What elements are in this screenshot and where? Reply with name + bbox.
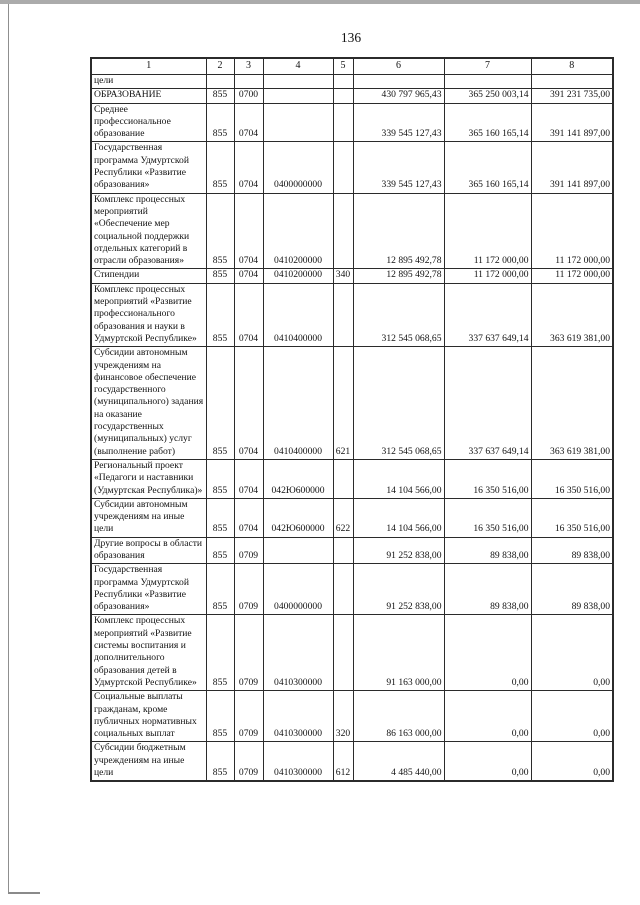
row-value-cell	[353, 75, 444, 89]
scan-edge-bottom	[8, 892, 40, 894]
table-row	[91, 75, 613, 89]
row-label-cell: Комплекс процессных мероприятий «Развитие профессионального образования и науки в Удмуртской Республике»	[91, 283, 206, 346]
row-value-cell: 0704	[234, 459, 263, 498]
row-value-cell: 855	[206, 498, 234, 537]
row-value-cell: 16 350 516,00	[444, 459, 531, 498]
row-label-cell: Социальные выплаты гражданам, кроме публичных нормативных социальных выплат	[91, 691, 206, 742]
row-value-cell: 363 619 381,00	[531, 347, 613, 460]
row-value-cell: 0410200000	[263, 269, 333, 283]
row-value-cell: 91 252 838,00	[353, 564, 444, 615]
row-value-cell: 0,00	[444, 615, 531, 691]
row-value-cell	[206, 75, 234, 89]
row-value-cell	[333, 537, 353, 564]
row-value-cell: 12 895 492,78	[353, 193, 444, 269]
row-label-cell: Стипендии	[91, 269, 206, 283]
row-value-cell: 0410400000	[263, 347, 333, 460]
budget-table	[90, 57, 614, 782]
table-row	[91, 498, 613, 537]
row-value-cell: 0400000000	[263, 142, 333, 193]
table-row	[91, 564, 613, 615]
row-value-cell	[333, 89, 353, 103]
row-value-cell: 337 637 649,14	[444, 283, 531, 346]
row-value-cell: 855	[206, 347, 234, 460]
row-value-cell: 320	[333, 691, 353, 742]
row-value-cell: 0709	[234, 564, 263, 615]
row-value-cell: 91 252 838,00	[353, 537, 444, 564]
row-label-cell: Субсидии автономным учреждениям на финансовое обеспечение государственного (муниципального) задания на оказание государственных (муниципальных) услуг (выполнение работ)	[91, 347, 206, 460]
table-row	[91, 283, 613, 346]
row-value-cell	[333, 283, 353, 346]
row-value-cell	[263, 537, 333, 564]
row-value-cell: 855	[206, 459, 234, 498]
row-value-cell: 622	[333, 498, 353, 537]
row-value-cell: 4 485 440,00	[353, 742, 444, 781]
row-value-cell: 621	[333, 347, 353, 460]
row-label-cell: Субсидии автономным учреждениям на иные цели	[91, 498, 206, 537]
row-label-cell: Другие вопросы в области образования	[91, 537, 206, 564]
row-value-cell: 89 838,00	[444, 537, 531, 564]
table-row	[91, 269, 613, 283]
row-value-cell: 91 163 000,00	[353, 615, 444, 691]
row-value-cell: 0709	[234, 615, 263, 691]
column-header: 7	[444, 58, 531, 75]
table-row	[91, 103, 613, 142]
row-value-cell: 855	[206, 537, 234, 564]
table-row	[91, 615, 613, 691]
row-value-cell: 16 350 516,00	[531, 498, 613, 537]
row-value-cell: 337 637 649,14	[444, 347, 531, 460]
column-header: 3	[234, 58, 263, 75]
scan-edge-left	[8, 4, 9, 893]
table-row	[91, 742, 613, 781]
row-value-cell: 391 231 735,00	[531, 89, 613, 103]
row-value-cell: 855	[206, 615, 234, 691]
row-value-cell: 855	[206, 269, 234, 283]
row-value-cell: 339 545 127,43	[353, 103, 444, 142]
column-header: 8	[531, 58, 613, 75]
row-value-cell	[444, 75, 531, 89]
row-label-cell: Среднее профессиональное образование	[91, 103, 206, 142]
row-value-cell: 16 350 516,00	[444, 498, 531, 537]
row-value-cell: 0,00	[444, 691, 531, 742]
row-value-cell: 855	[206, 89, 234, 103]
table-header-row	[91, 58, 613, 75]
row-value-cell: 042Ю600000	[263, 459, 333, 498]
row-value-cell: 11 172 000,00	[444, 269, 531, 283]
row-value-cell: 0709	[234, 742, 263, 781]
row-value-cell: 855	[206, 103, 234, 142]
row-value-cell	[333, 75, 353, 89]
row-value-cell	[531, 75, 613, 89]
column-header: 2	[206, 58, 234, 75]
row-value-cell: 855	[206, 283, 234, 346]
table-row	[91, 193, 613, 269]
row-value-cell: 0400000000	[263, 564, 333, 615]
row-value-cell: 0410300000	[263, 742, 333, 781]
row-value-cell: 0704	[234, 498, 263, 537]
row-value-cell: 855	[206, 193, 234, 269]
row-label-cell: Комплекс процессных мероприятий «Обеспечение мер социальной поддержки отдельных категорий в отрасли образования»	[91, 193, 206, 269]
row-value-cell	[333, 193, 353, 269]
row-value-cell: 855	[206, 564, 234, 615]
row-value-cell	[234, 75, 263, 89]
row-label-cell: Региональный проект «Педагоги и наставники (Удмуртская Республика)»	[91, 459, 206, 498]
row-value-cell: 16 350 516,00	[531, 459, 613, 498]
row-value-cell: 86 163 000,00	[353, 691, 444, 742]
row-value-cell: 11 172 000,00	[531, 269, 613, 283]
table-row	[91, 537, 613, 564]
row-value-cell: 0709	[234, 537, 263, 564]
row-value-cell	[333, 142, 353, 193]
page-number: 136	[340, 30, 362, 45]
row-value-cell: 365 160 165,14	[444, 103, 531, 142]
row-value-cell: 365 160 165,14	[444, 142, 531, 193]
row-value-cell: 312 545 068,65	[353, 283, 444, 346]
row-value-cell: 339 545 127,43	[353, 142, 444, 193]
table-row	[91, 459, 613, 498]
row-value-cell: 14 104 566,00	[353, 459, 444, 498]
row-label-cell: Комплекс процессных мероприятий «Развитие системы воспитания и дополнительного образования детей в Удмуртской Республике»	[91, 615, 206, 691]
row-value-cell	[263, 89, 333, 103]
row-label-cell: Субсидии бюджетным учреждениям на иные цели	[91, 742, 206, 781]
row-value-cell: 0410300000	[263, 615, 333, 691]
row-value-cell: 0410300000	[263, 691, 333, 742]
row-value-cell: 855	[206, 142, 234, 193]
row-value-cell: 11 172 000,00	[531, 193, 613, 269]
row-value-cell: 0704	[234, 347, 263, 460]
row-value-cell: 14 104 566,00	[353, 498, 444, 537]
row-value-cell: 0704	[234, 142, 263, 193]
row-label-cell: ОБРАЗОВАНИЕ	[91, 89, 206, 103]
row-value-cell: 0,00	[531, 742, 613, 781]
row-value-cell: 0709	[234, 691, 263, 742]
row-label-cell: Государственная программа Удмуртской Республики «Развитие образования»	[91, 142, 206, 193]
row-value-cell	[333, 615, 353, 691]
row-value-cell: 0700	[234, 89, 263, 103]
row-value-cell: 89 838,00	[531, 537, 613, 564]
row-value-cell	[333, 564, 353, 615]
column-header: 1	[91, 58, 206, 75]
row-value-cell: 612	[333, 742, 353, 781]
row-value-cell: 0704	[234, 283, 263, 346]
row-value-cell	[333, 103, 353, 142]
row-value-cell: 0410200000	[263, 193, 333, 269]
row-value-cell: 855	[206, 742, 234, 781]
row-value-cell: 89 838,00	[531, 564, 613, 615]
scan-edge-top	[0, 0, 640, 4]
row-value-cell: 312 545 068,65	[353, 347, 444, 460]
row-value-cell	[263, 103, 333, 142]
row-value-cell: 12 895 492,78	[353, 269, 444, 283]
row-value-cell: 0704	[234, 269, 263, 283]
row-value-cell: 391 141 897,00	[531, 142, 613, 193]
row-label-cell: цели	[91, 75, 206, 89]
row-value-cell: 430 797 965,43	[353, 89, 444, 103]
table-row	[91, 89, 613, 103]
column-header: 6	[353, 58, 444, 75]
row-value-cell	[333, 459, 353, 498]
row-value-cell: 363 619 381,00	[531, 283, 613, 346]
row-value-cell: 89 838,00	[444, 564, 531, 615]
row-value-cell: 0704	[234, 103, 263, 142]
row-value-cell: 0,00	[531, 691, 613, 742]
row-value-cell: 0410400000	[263, 283, 333, 346]
row-value-cell: 042Ю600000	[263, 498, 333, 537]
column-header: 5	[333, 58, 353, 75]
row-value-cell: 11 172 000,00	[444, 193, 531, 269]
row-value-cell: 0,00	[444, 742, 531, 781]
table-row	[91, 142, 613, 193]
row-value-cell: 0,00	[531, 615, 613, 691]
row-label-cell: Государственная программа Удмуртской Республики «Развитие образования»	[91, 564, 206, 615]
row-value-cell: 340	[333, 269, 353, 283]
row-value-cell	[263, 75, 333, 89]
column-header: 4	[263, 58, 333, 75]
row-value-cell: 365 250 003,14	[444, 89, 531, 103]
table-row	[91, 347, 613, 460]
row-value-cell: 855	[206, 691, 234, 742]
table-row	[91, 691, 613, 742]
row-value-cell: 0704	[234, 193, 263, 269]
row-value-cell: 391 141 897,00	[531, 103, 613, 142]
